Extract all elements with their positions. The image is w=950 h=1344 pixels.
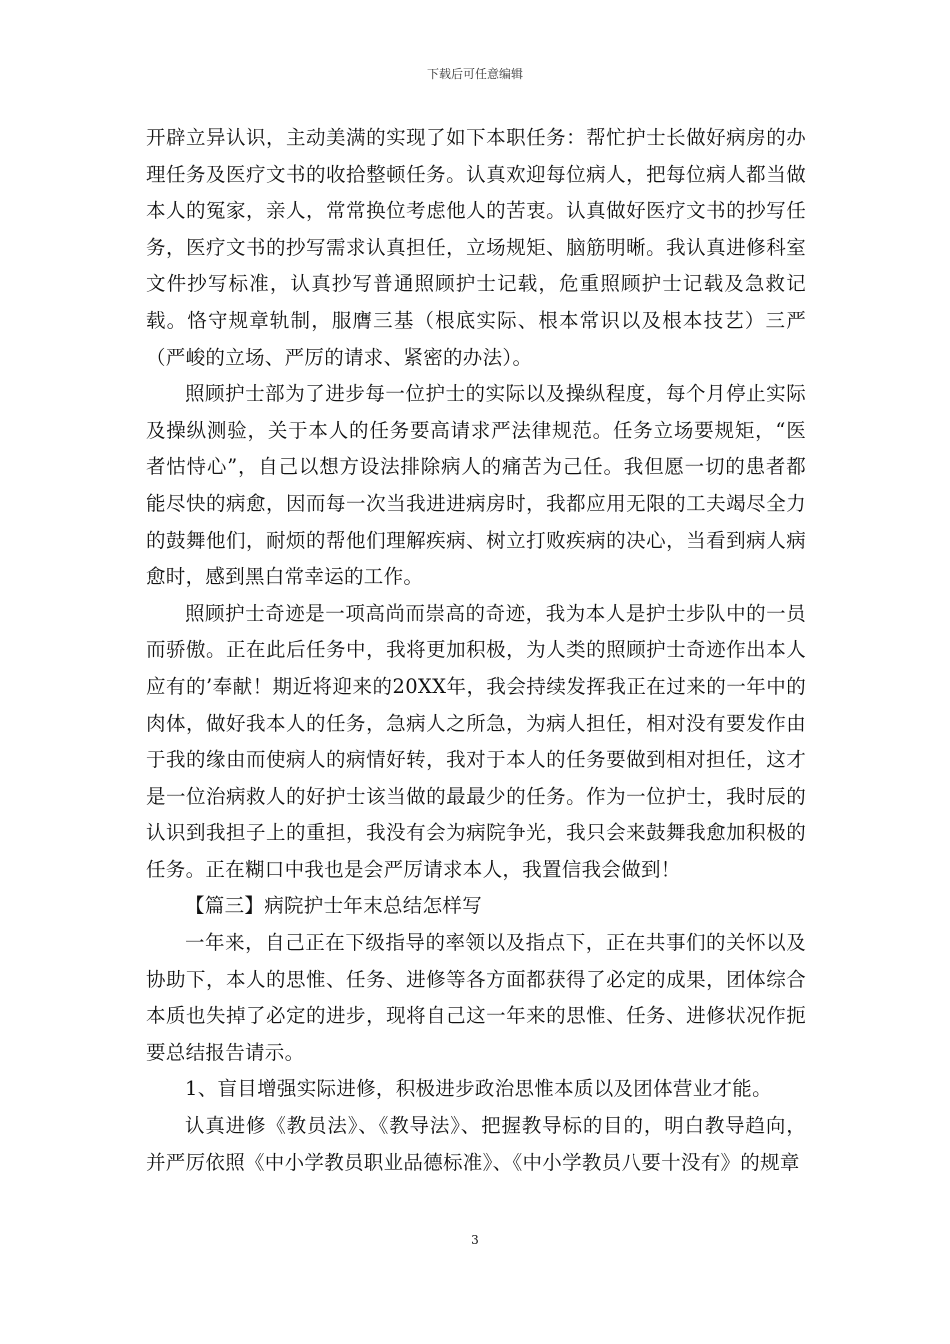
page-header: 下载后可任意编辑 — [426, 67, 523, 81]
page-number: 3 — [471, 1233, 479, 1247]
paragraph: 一年来，自己正在下级指导的率领以及指点下，正在共事们的关怀以及协助下，本人的思惟、任务、进修等各方面都获得了必定的成果，团体综合本质也失掉了必定的进步，现将自己这一年来的思惟、任务、进修状况作扼要总结报告请示。 — [146, 931, 806, 1064]
paragraph: 开辟立异认识，主动美满的实现了如下本职任务：帮忙护士长做好病房的办理任务及医疗文书的收拾整顿任务。认真欢迎每位病人，把每位病人都当做本人的冤家，亲人，常常换位考虑他人的苦衷。认真做好医疗文书的抄写任务，医疗文书的抄写需求认真担任，立场规矩、脑筋明晰。我认真进修科室文件抄写标准，认真抄写普通照顾护士记载，危重照顾护士记载及急救记载。恪守规章轨制，服膺三基（根底实际、根本常识以及根本技艺）三严（严峻的立场、严厉的请求、紧密的办法）。 — [146, 126, 806, 369]
document-body — [146, 120, 806, 1181]
paragraph: 认真进修《教员法》、《教导法》、把握教导标的目的，明白教导趋向，并严厉依照《中小学教员职业品德标准》、《中小学教员八要十没有》的规章 — [146, 1114, 806, 1174]
list-item: 1、盲目增强实际进修，积极进步政治思惟本质以及团体营业才能。 — [185, 1077, 772, 1101]
paragraph: 照顾护士奇迹是一项高尚而崇高的奇迹，我为本人是护士步队中的一员而骄傲。正在此后任务中，我将更加积极，为人类的照顾护士奇迹作出本人应有的’奉献！期近将迎来的20XX年，我会持续发挥我正在过来的一年中的肉体，做好我本人的任务，急病人之所急，为病人担任，相对没有要发作由于我的缘由而使病人的病情好转，我对于本人的任务要做到相对担任，这才是一位治病救人的好护士该当做的最最少的任务。作为一位护士，我时辰的认识到我担子上的重担，我没有会为病院争光，我只会来鼓舞我愈加积极的任务。正在糊口中我也是会严厉请求本人，我置信我会做到！ — [146, 601, 806, 881]
paragraph: 照顾护士部为了进步每一位护士的实际以及操纵程度，每个月停止实际及操纵测验，关于本人的任务要高请求严法律规范。任务立场要规矩，“医者怙恃心”，自己以想方设法排除病人的痛苦为己任。我但愿一切的患者都能尽快的病愈，因而每一次当我进进病房时，我都应用无限的工夫竭尽全力的鼓舞他们，耐烦的帮他们理解疾病、树立打败疾病的决心，当看到病人病愈时，感到黑白常幸运的工作。 — [146, 382, 806, 589]
section-heading: 【篇三】病院护士年末总结怎样写 — [185, 894, 483, 918]
